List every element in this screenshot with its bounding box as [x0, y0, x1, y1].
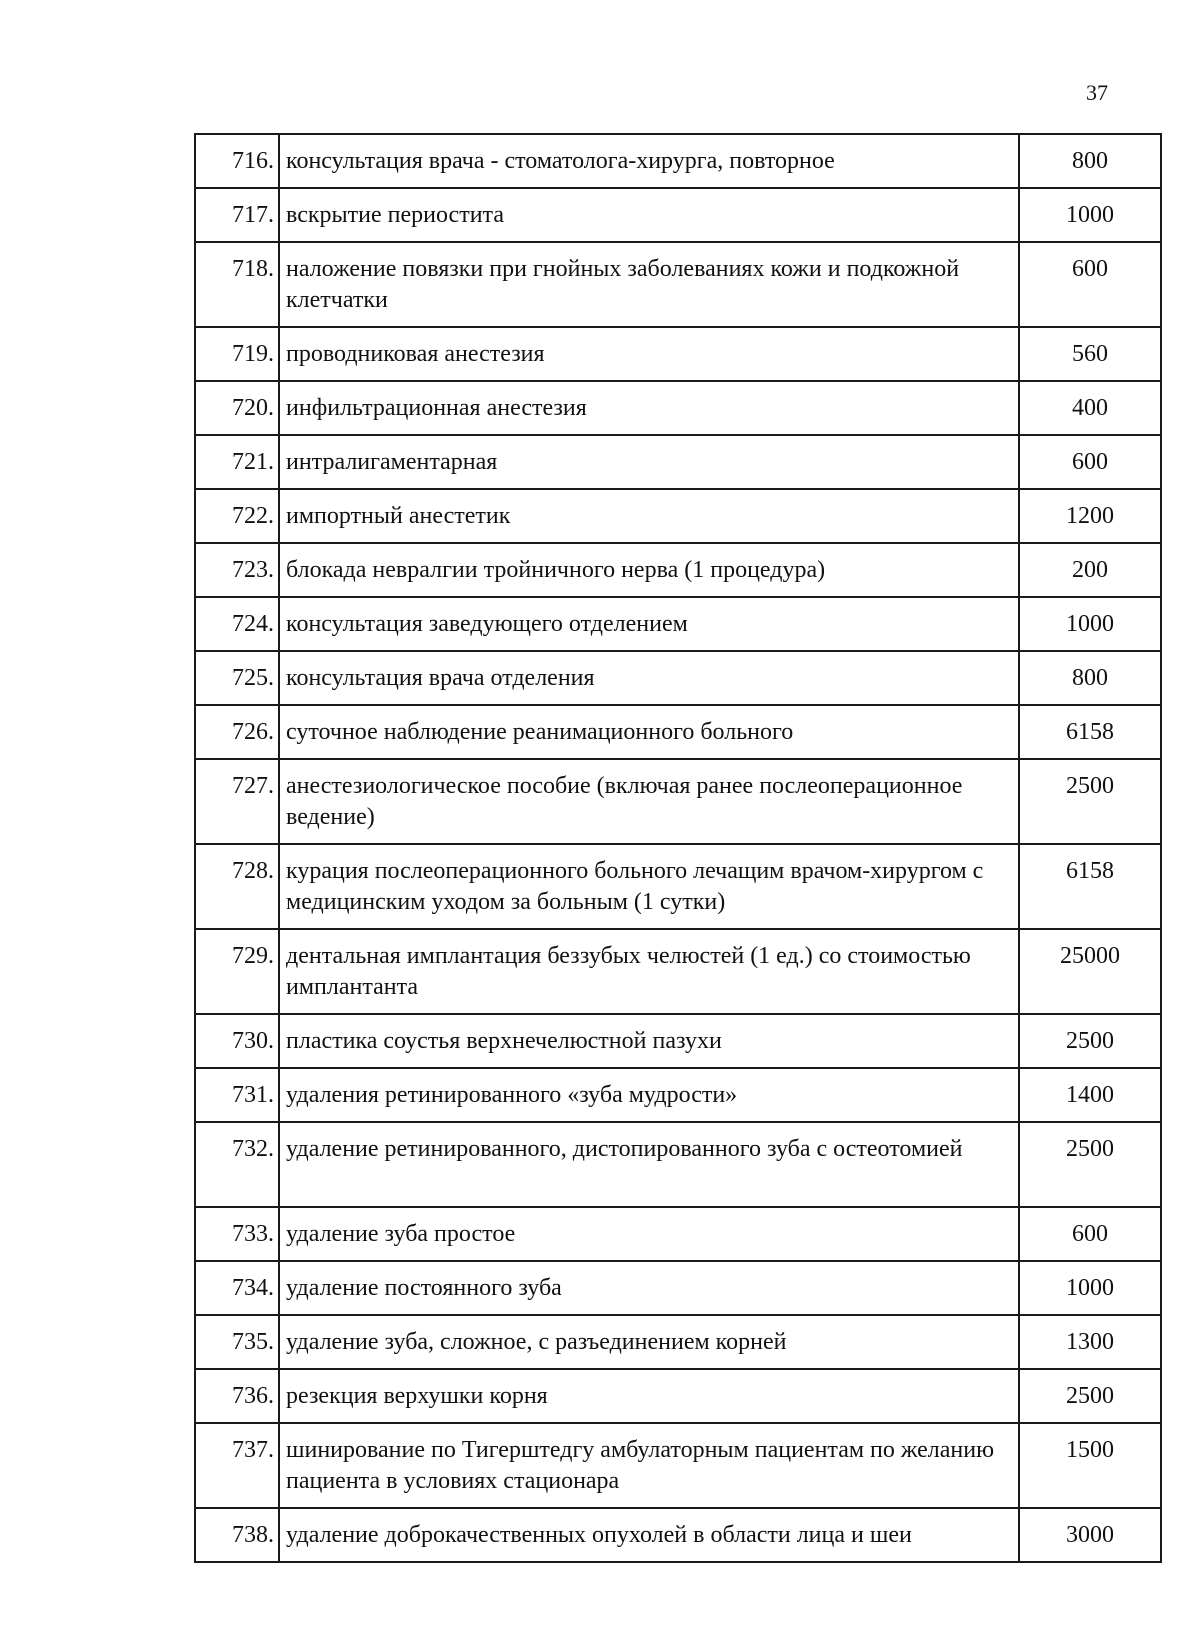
- service-name: удаление доброкачественных опухолей в области лица и шеи: [279, 1508, 1019, 1562]
- service-price: 600: [1019, 435, 1161, 489]
- row-number: 726.: [195, 705, 279, 759]
- service-price: 2500: [1019, 1122, 1161, 1207]
- service-price: 6158: [1019, 844, 1161, 929]
- service-name: импортный анестетик: [279, 489, 1019, 543]
- service-name: пластика соустья верхнечелюстной пазухи: [279, 1014, 1019, 1068]
- service-name: блокада невралгии тройничного нерва (1 процедура): [279, 543, 1019, 597]
- table-row: [195, 597, 1161, 651]
- service-name: наложение повязки при гнойных заболеваниях кожи и подкожной клетчатки: [279, 242, 1019, 327]
- row-number: 719.: [195, 327, 279, 381]
- service-price: 3000: [1019, 1508, 1161, 1562]
- service-name: удаление ретинированного, дистопированного зуба с остеотомией: [279, 1122, 1019, 1207]
- row-number: 723.: [195, 543, 279, 597]
- service-name: проводниковая анестезия: [279, 327, 1019, 381]
- row-number: 722.: [195, 489, 279, 543]
- row-number: 725.: [195, 651, 279, 705]
- service-name: суточное наблюдение реанимационного больного: [279, 705, 1019, 759]
- row-number: 732.: [195, 1122, 279, 1207]
- service-name: анестезиологическое пособие (включая ранее послеоперационное ведение): [279, 759, 1019, 844]
- service-name: курация послеоперационного больного лечащим врачом-хирургом с медицинским уходом за больным (1 сутки): [279, 844, 1019, 929]
- row-number: 734.: [195, 1261, 279, 1315]
- service-price: 200: [1019, 543, 1161, 597]
- service-price: 1400: [1019, 1068, 1161, 1122]
- table-row: [195, 651, 1161, 705]
- row-number: 729.: [195, 929, 279, 1014]
- row-number: 733.: [195, 1207, 279, 1261]
- row-number: 727.: [195, 759, 279, 844]
- service-price: 2500: [1019, 1369, 1161, 1423]
- service-price: 800: [1019, 134, 1161, 188]
- row-number: 720.: [195, 381, 279, 435]
- row-number: 735.: [195, 1315, 279, 1369]
- row-number: 716.: [195, 134, 279, 188]
- service-price: 400: [1019, 381, 1161, 435]
- table-row: [195, 1508, 1161, 1562]
- row-number: 738.: [195, 1508, 279, 1562]
- price-list-table: [194, 133, 1162, 1563]
- service-price: 2500: [1019, 759, 1161, 844]
- row-number: 730.: [195, 1014, 279, 1068]
- table-row: [195, 1315, 1161, 1369]
- table-row: [195, 1261, 1161, 1315]
- table-row: [195, 381, 1161, 435]
- service-price: 1000: [1019, 1261, 1161, 1315]
- service-name: удаление зуба простое: [279, 1207, 1019, 1261]
- table-row: [195, 327, 1161, 381]
- service-price: 2500: [1019, 1014, 1161, 1068]
- table-row: [195, 1068, 1161, 1122]
- table-row: [195, 134, 1161, 188]
- row-number: 736.: [195, 1369, 279, 1423]
- row-number: 721.: [195, 435, 279, 489]
- row-number: 717.: [195, 188, 279, 242]
- service-price: 1500: [1019, 1423, 1161, 1508]
- table-row: [195, 844, 1161, 929]
- row-number: 724.: [195, 597, 279, 651]
- table-row: [195, 188, 1161, 242]
- table-row: [195, 929, 1161, 1014]
- service-name: шинирование по Тигерштедгу амбулаторным пациентам по желанию пациента в условиях стационара: [279, 1423, 1019, 1508]
- service-name: удаления ретинированного «зуба мудрости»: [279, 1068, 1019, 1122]
- service-name: инфильтрационная анестезия: [279, 381, 1019, 435]
- row-number: 731.: [195, 1068, 279, 1122]
- table-row: [195, 705, 1161, 759]
- service-name: резекция верхушки корня: [279, 1369, 1019, 1423]
- row-number: 737.: [195, 1423, 279, 1508]
- table-row: [195, 489, 1161, 543]
- service-name: удаление постоянного зуба: [279, 1261, 1019, 1315]
- table-row: [195, 1423, 1161, 1508]
- table-row: [195, 1014, 1161, 1068]
- row-number: 728.: [195, 844, 279, 929]
- service-price: 1300: [1019, 1315, 1161, 1369]
- service-price: 600: [1019, 1207, 1161, 1261]
- service-name: вскрытие периостита: [279, 188, 1019, 242]
- service-price: 800: [1019, 651, 1161, 705]
- table-row: [195, 1207, 1161, 1261]
- table-row: [195, 435, 1161, 489]
- service-name: консультация заведующего отделением: [279, 597, 1019, 651]
- table-row: [195, 242, 1161, 327]
- service-name: дентальная имплантация беззубых челюстей (1 ед.) со стоимостью имплантанта: [279, 929, 1019, 1014]
- page-number: 37: [1086, 80, 1108, 105]
- table-row: [195, 759, 1161, 844]
- table-row: [195, 1369, 1161, 1423]
- service-price: 600: [1019, 242, 1161, 327]
- service-name: консультация врача отделения: [279, 651, 1019, 705]
- price-list-body: [195, 134, 1161, 1562]
- table-row: [195, 1122, 1161, 1207]
- service-price: 1000: [1019, 597, 1161, 651]
- service-name: удаление зуба, сложное, с разъединением корней: [279, 1315, 1019, 1369]
- service-name: интралигаментарная: [279, 435, 1019, 489]
- service-price: 1000: [1019, 188, 1161, 242]
- table-row: [195, 543, 1161, 597]
- service-price: 1200: [1019, 489, 1161, 543]
- service-price: 560: [1019, 327, 1161, 381]
- service-name: консультация врача - стоматолога-хирурга, повторное: [279, 134, 1019, 188]
- service-price: 6158: [1019, 705, 1161, 759]
- service-price: 25000: [1019, 929, 1161, 1014]
- row-number: 718.: [195, 242, 279, 327]
